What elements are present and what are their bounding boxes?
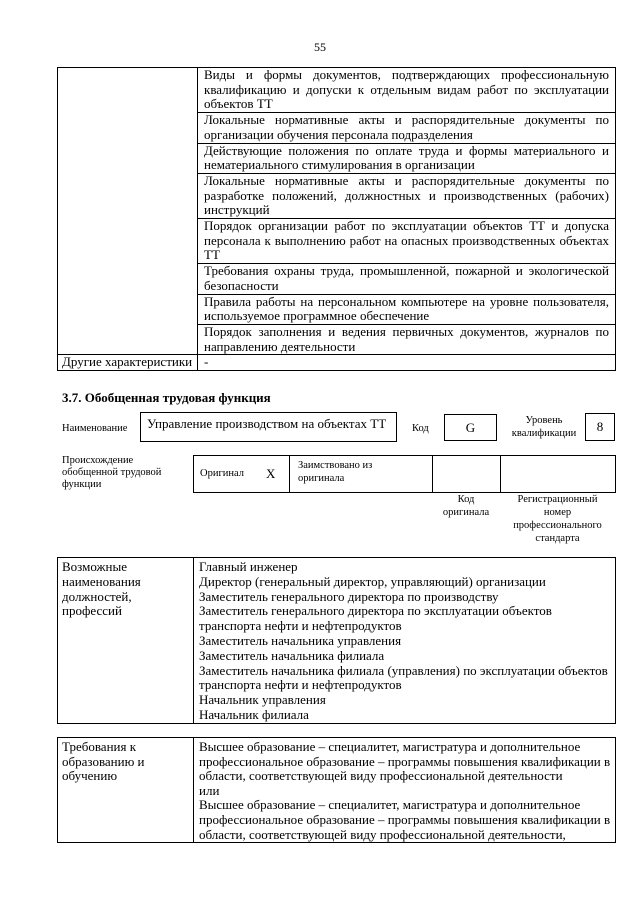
knowledge-cell: [198, 113, 616, 143]
original-cell: [194, 456, 290, 493]
knowledge-table: [57, 67, 616, 371]
caption-line: номер: [543, 507, 572, 518]
knowledge-cell: [198, 68, 616, 113]
name-field: [140, 412, 397, 442]
section-heading: 3.7. Обобщенная трудовая функция: [62, 390, 271, 405]
position-line: Директор (генеральный директор, управляющий) организации: [199, 573, 546, 589]
original-label: Оригинал: [200, 468, 244, 479]
education-text-cell: [194, 738, 616, 843]
table-row: [58, 355, 616, 371]
level-field: [585, 413, 615, 441]
position-line: Заместитель генерального директора по эксплуатации объектов: [199, 603, 552, 619]
education-line: области, соответствующей виду профессиональной деятельности,: [199, 826, 566, 842]
text-line: нематериального стимулирования в организации: [204, 157, 475, 173]
caption-line: оригинала: [442, 507, 490, 518]
registration-number-cell: [501, 456, 616, 493]
borrowed-cell: [290, 456, 433, 493]
text-line: Требования охраны труда, промышленной, пожарной и экологической: [204, 263, 609, 279]
level-label-line: квалификации: [511, 428, 577, 439]
origin-label-line: Происхождение: [62, 455, 134, 466]
text-line: Локальные нормативные акты и распорядительные документы по: [204, 112, 609, 128]
education-line: профессиональное образование – программы повышения квалификации в: [199, 753, 611, 769]
name-label: Наименование: [62, 423, 128, 434]
position-line: Заместитель начальника управления: [199, 632, 402, 648]
registration-number-caption: [500, 493, 615, 545]
borrowed-label-line: Заимствовано из: [298, 460, 373, 471]
positions-label-cell: [58, 558, 194, 724]
level-label-line: Уровень: [525, 415, 563, 426]
text-line: разработке положений, должностных и производственных (рабочих): [204, 187, 609, 203]
function-name: Управление производством на объектах ТТ: [147, 416, 387, 431]
knowledge-cell: [198, 219, 616, 264]
education-line: или: [199, 782, 220, 798]
table-row: [58, 558, 616, 724]
original-code-cell: [433, 456, 501, 493]
label-line: наименования: [62, 573, 141, 589]
original-code-caption: [432, 493, 500, 519]
empty-merged-cell: [58, 68, 198, 355]
text-line: объектов ТТ: [204, 96, 273, 112]
table-row: [194, 456, 616, 493]
position-line: Начальник филиала: [199, 706, 309, 722]
position-line: Заместитель генерального директора по производству: [199, 588, 499, 604]
position-line: транспорта нефти и нефтепродуктов: [199, 677, 402, 693]
caption-line: Код: [457, 494, 475, 505]
position-line: Главный инженер: [199, 559, 298, 574]
text-line: Правила работы на персональном компьютере на уровне пользователя,: [204, 293, 609, 309]
education-line: Высшее образование – специалитет, магистратура и дополнительное: [199, 797, 581, 813]
origin-table: [193, 455, 616, 493]
education-line: области, соответствующей виду профессиональной деятельности: [199, 768, 563, 784]
table-row: [58, 68, 616, 113]
education-line: профессиональное образование – программы повышения квалификации в: [199, 811, 611, 827]
text-line: инструкций: [204, 202, 270, 218]
positions-list-cell: [194, 558, 616, 724]
label-line: обучению: [62, 768, 118, 784]
label-line: профессий: [62, 603, 122, 619]
text-line: квалификацию и допуски к отдельным видам работ по эксплуатации: [204, 81, 609, 97]
original-mark: X: [266, 466, 276, 481]
text-line: организации обучения персонала подразделения: [204, 126, 473, 142]
caption-line: профессионального: [513, 520, 602, 531]
text-line: направлению деятельности: [204, 338, 356, 354]
position-line: Заместитель начальника филиала (управления) по эксплуатации объектов: [199, 662, 608, 678]
text-line: Порядок заполнения и ведения первичных документов, журналов по: [204, 323, 609, 339]
origin-label: [62, 455, 161, 491]
function-code: G: [465, 420, 476, 435]
level-label: [505, 414, 583, 440]
origin-label-line: функции: [62, 479, 102, 490]
text-line: используемое программное обеспечение: [204, 308, 430, 324]
position-line: Заместитель начальника филиала: [199, 647, 385, 663]
code-field: [444, 414, 497, 441]
education-table: [57, 737, 616, 843]
knowledge-cell: [198, 264, 616, 294]
text-line: Виды и формы документов, подтверждающих профессиональную: [204, 67, 609, 82]
qualification-level: 8: [596, 419, 604, 434]
label-line: Возможные: [62, 559, 127, 574]
knowledge-cell: [198, 324, 616, 354]
text-line: Локальные нормативные акты и распорядительные документы по: [204, 172, 609, 188]
text-line: ТТ: [204, 247, 220, 263]
position-line: транспорта нефти и нефтепродуктов: [199, 618, 402, 634]
code-label: Код: [412, 423, 429, 434]
position-line: Начальник управления: [199, 692, 326, 708]
label-line: образованию и: [62, 753, 145, 769]
education-line: Высшее образование – специалитет, магистратура и дополнительное: [199, 739, 581, 754]
borrowed-label-line: оригинала: [298, 472, 345, 484]
text-line: Действующие положения по оплате труда и формы материального и: [204, 142, 609, 158]
label-line: должностей,: [62, 588, 132, 604]
text-line: безопасности: [204, 277, 279, 293]
caption-line: Регистрационный: [517, 494, 598, 505]
caption-line: стандарта: [535, 533, 580, 544]
other-characteristics-label: Другие характеристики: [58, 355, 198, 371]
knowledge-cell: [198, 294, 616, 324]
origin-label-line: обобщенной трудовой: [62, 467, 162, 478]
borrowed-label: [298, 460, 372, 485]
label-line: Требования к: [62, 739, 137, 754]
positions-table: [57, 557, 616, 724]
text-line: персонала к выполнению работ на опасных производственных объектах: [204, 232, 609, 248]
knowledge-cell: [198, 173, 616, 218]
table-row: [58, 738, 616, 843]
other-characteristics-value: -: [198, 355, 616, 371]
education-label-cell: [58, 738, 194, 843]
knowledge-cell: [198, 143, 616, 173]
text-line: Порядок организации работ по эксплуатации объектов ТТ и допуска: [204, 218, 609, 234]
page-number: 55: [314, 40, 326, 54]
